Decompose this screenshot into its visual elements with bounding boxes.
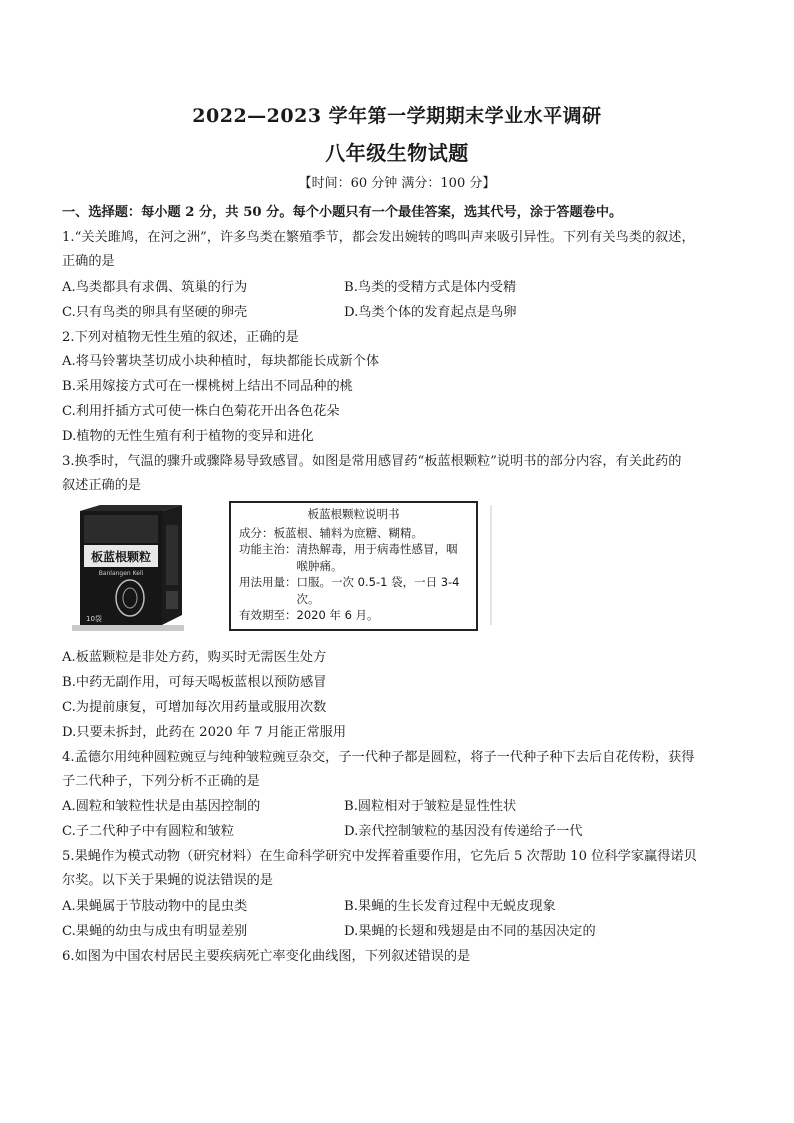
q5-stem-line2: 尔奖。以下关于果蝇的说法错误的是: [62, 873, 273, 888]
q4-option-a: A.圆粒和皱粒性状是由基因控制的: [62, 799, 261, 814]
q5-option-d: D.果蝇的长翅和残翅是由不同的基因决定的: [344, 924, 596, 939]
leaflet-indication: 清热解毒，用于病毒性感冒，咽喉肿痛。: [296, 542, 458, 573]
q2-option-d: D.植物的无性生殖有利于植物的变异和进化: [62, 429, 314, 444]
scan-artifact: [478, 505, 492, 625]
box-brand-text: 板蓝根颗粒: [90, 550, 152, 564]
q3-stem-line2: 叙述正确的是: [62, 478, 142, 493]
box-pinyin-text: Banlangen Keli: [98, 570, 144, 577]
q3-option-b: B.中药无副作用，可每天喝板蓝根以预防感冒: [62, 675, 327, 690]
q2-option-c: C.利用扦插方式可使一株白色菊花开出各色花朵: [62, 404, 340, 419]
q4-stem-line2: 子二代种子，下列分析不正确的是: [62, 774, 260, 789]
medicine-box-drawing: [62, 505, 224, 633]
leaflet-indication-key: 功能主治：: [239, 542, 297, 556]
q3-option-d: D.只要未拆封，此药在 2020 年 7 月能正常服用: [62, 725, 347, 740]
section-heading: 一、选择题：每小题 2 分，共 50 分。每个小题只有一个最佳答案，选其代号，涂于答题卷中。: [62, 205, 623, 220]
q3-option-a: A.板蓝颗粒是非处方药，购买时无需医生处方: [62, 650, 327, 665]
q1-stem-line2: 正确的是: [62, 254, 115, 269]
q2-stem: 2.下列对植物无性生殖的叙述，正确的是: [62, 330, 299, 345]
leaflet-title: 板蓝根颗粒说明书: [307, 507, 400, 521]
q2-option-b: B.采用嫁接方式可在一棵桃树上结出不同品种的桃: [62, 379, 353, 394]
q4-option-b: B.圆粒相对于皱粒是显性性状: [344, 799, 517, 814]
q1-option-a: A.鸟类都具有求偶、筑巢的行为: [62, 280, 248, 295]
q4-option-d: D.亲代控制皱粒的基因没有传递给子一代: [344, 824, 583, 839]
q5-option-c: C.果蝇的幼虫与成虫有明显差别: [62, 924, 248, 939]
exam-time-score: 【时间：60 分钟 满分：100 分】: [298, 176, 496, 191]
leaflet-usage: 口服。一次 0.5-1 袋，一日 3-4 次。: [296, 575, 460, 606]
q2-option-a: A.将马铃薯块茎切成小块种植时，每块都能长成新个体: [62, 354, 380, 369]
leaflet-expiry-key: 有效期至：: [239, 608, 297, 622]
leaflet-expiry: 2020 年 6 月。: [296, 608, 379, 622]
q4-option-c: C.子二代种子中有圆粒和皱粒: [62, 824, 235, 839]
q5-option-b: B.果蝇的生长发育过程中无蜕皮现象: [344, 899, 556, 914]
leaflet-usage-row: [239, 574, 468, 607]
q1-option-d: D.鸟类个体的发育起点是鸟卵: [344, 305, 517, 320]
leaflet-ingredients: 板蓝根、辅料为庶糖、糊精。: [273, 525, 423, 540]
leaflet-indication-row: [239, 541, 468, 574]
exam-subtitle: 八年级生物试题: [325, 141, 469, 165]
q1-option-b: B.鸟类的受精方式是体内受精: [344, 280, 517, 295]
q1-option-c: C.只有鸟类的卵具有坚硬的卵壳: [62, 305, 248, 320]
q5-stem-line1: 5.果蝇作为模式动物（研究材料）在生命科学研究中发挥着重要作用，它先后 5 次帮助 10 位科学家赢得诺贝: [62, 849, 697, 864]
q5-option-a: A.果蝇属于节肢动物中的昆虫类: [62, 899, 248, 914]
exam-title: 2022—2023 学年第一学期期末学业水平调研: [192, 105, 602, 127]
q3-stem-line1: 3.换季时，气温的骤升或骤降易导致感冒。如图是常用感冒药“板蓝根颗粒”说明书的部分内容，有关此药的: [62, 454, 682, 469]
box-count-text: 10袋: [86, 615, 102, 623]
q1-stem-line1: 1.“关关雎鸠，在河之洲”，许多鸟类在繁殖季节，都会发出婉转的鸣叫声来吸引异性。下列有关鸟类的叙述，: [62, 230, 695, 245]
q3-option-c: C.为提前康复，可增加每次用药量或服用次数: [62, 700, 327, 715]
q4-stem-line1: 4.孟德尔用纯种圆粒豌豆与纯种皱粒豌豆杂交，子一代种子都是圆粒，将子一代种子种下去后自花传粉，获得: [62, 750, 695, 765]
leaflet-usage-key: 用法用量：: [239, 575, 297, 589]
q6-stem: 6.如图为中国农村居民主要疾病死亡率变化曲线图，下列叙述错误的是: [62, 949, 471, 964]
leaflet-ingredients-row: [239, 525, 468, 542]
medicine-leaflet: [229, 501, 478, 631]
leaflet-expiry-row: [239, 607, 468, 624]
medicine-box-image: [62, 505, 224, 633]
leaflet-ingredients-key: 成分：: [239, 525, 274, 540]
